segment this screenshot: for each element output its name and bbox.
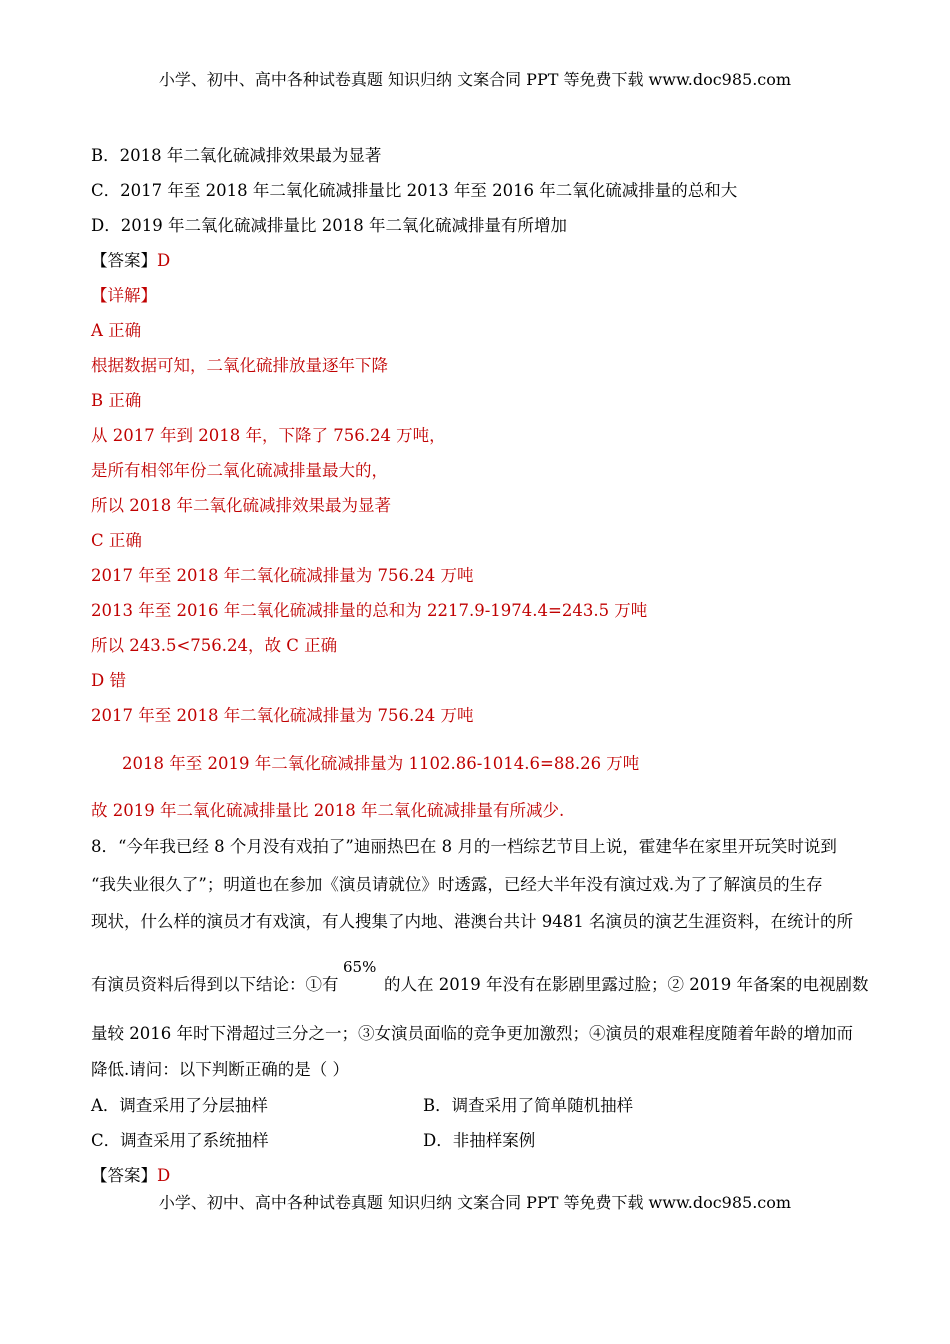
answer-label: 【答案】 [91,251,157,270]
detail-line: 所以 2018 年二氧化硫减排效果最为显著 [91,496,391,515]
answer-value: D [157,251,171,270]
detail-line: 故 2019 年二氧化硫减排量比 2018 年二氧化硫减排量有所减少. [91,801,565,820]
q8-option-d: D．非抽样案例 [423,1131,536,1150]
q7-answer [91,251,170,271]
q8-line-6: 降低.请问：以下判断正确的是（ ） [91,1060,349,1079]
q8-option-b: B．调查采用了简单随机抽样 [423,1096,634,1115]
q8-line-4-post: 的人在 2019 年没有在影剧里露过脸；② 2019 年备案的电视剧数 [384,975,869,994]
detail-line: 2017 年至 2018 年二氧化硫减排量为 756.24 万吨 [91,706,474,725]
detail-line: 所以 243.5<756.24，故 C 正确 [91,636,338,655]
detail-line: C 正确 [91,531,142,550]
q8-line-3: 现状，什么样的演员才有戏演，有人搜集了内地、港澳台共计 9481 名演员的演艺生涯资料，在统计的所 [91,912,853,931]
q8-option-c: C．调查采用了系统抽样 [91,1131,269,1150]
q7-option-c: C．2017 年至 2018 年二氧化硫减排量比 2013 年至 2016 年二氧化硫减排量的总和大 [91,181,738,200]
q7-detail-label: 【详解】 [91,286,157,305]
detail-line: A 正确 [91,321,142,340]
detail-line: 是所有相邻年份二氧化硫减排量最大的， [91,461,388,480]
q8-line-4-pre: 有演员资料后得到以下结论：①有 [91,975,339,994]
q8-percent: 65% [343,958,377,976]
page-footer: 小学、初中、高中各种试卷真题 知识归纳 文案合同 PPT 等免费下载 www.doc985.com [158,1193,792,1212]
q8-line-1: 8．“今年我已经 8 个月没有戏拍了”迪丽热巴在 8 月的一档综艺节目上说，霍建华在家里开玩笑时说到 [91,837,837,856]
answer-label: 【答案】 [91,1166,157,1185]
q8-line-2: “我失业很久了”；明道也在参加《演员请就位》时透露，已经大半年没有演过戏.为了了解演员的生存 [91,875,823,894]
detail-line: 2017 年至 2018 年二氧化硫减排量为 756.24 万吨 [91,566,474,585]
answer-value: D [157,1166,171,1185]
detail-line: 根据数据可知，二氧化硫排放量逐年下降 [91,356,388,375]
detail-line: 从 2017 年到 2018 年，下降了 756.24 万吨， [91,426,446,445]
detail-line: D 错 [91,671,126,690]
q8-answer [91,1166,170,1186]
page-header: 小学、初中、高中各种试卷真题 知识归纳 文案合同 PPT 等免费下载 www.doc985.com [158,70,792,89]
q8-line-5: 量较 2016 年时下滑超过三分之一；③女演员面临的竞争更加激烈；④演员的艰难程度随着年龄的增加而 [91,1024,853,1043]
detail-line: 2018 年至 2019 年二氧化硫减排量为 1102.86-1014.6=88.26 万吨 [122,754,640,773]
detail-line: 2013 年至 2016 年二氧化硫减排量的总和为 2217.9-1974.4=243.5 万吨 [91,601,648,620]
q7-option-d: D．2019 年二氧化硫减排量比 2018 年二氧化硫减排量有所增加 [91,216,567,235]
detail-line: B 正确 [91,391,142,410]
q8-option-a: A．调查采用了分层抽样 [91,1096,268,1115]
q7-option-b: B．2018 年二氧化硫减排效果最为显著 [91,146,382,165]
